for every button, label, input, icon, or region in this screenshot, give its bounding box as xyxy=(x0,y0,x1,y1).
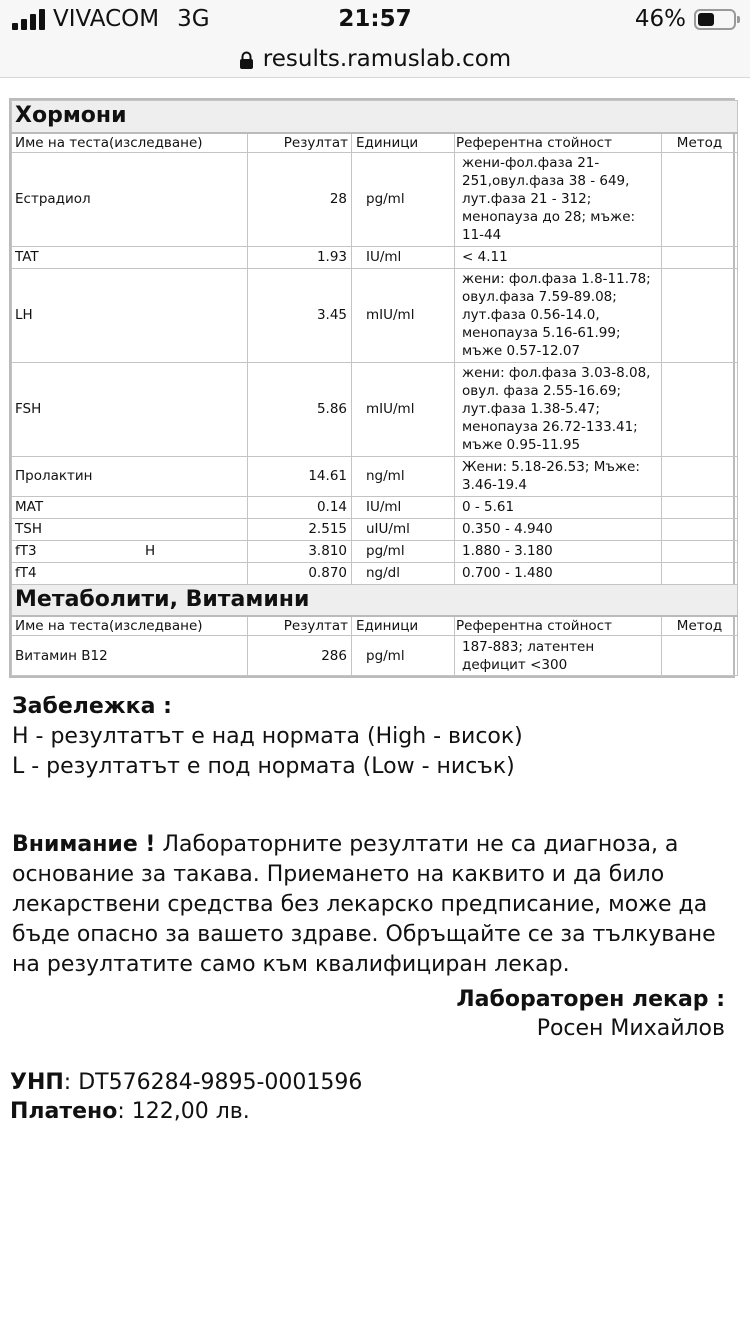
reference-range xyxy=(455,636,662,676)
method xyxy=(662,518,738,540)
method xyxy=(662,562,738,584)
method xyxy=(662,246,738,268)
col-header-name: Име на теста(изследване) xyxy=(12,133,248,153)
warning-body: Лабораторните резултати не са диагноза, а основание за такава. Приемането на каквито и да било лекарствени средства без лекарско предписание, може да бъде опасно за вашето здраве. Обръщайте се за тълкуване на резултатите само към квалифициран лекар. xyxy=(12,832,716,977)
test-name: MAT xyxy=(12,496,248,518)
result-cell xyxy=(248,362,352,456)
result-unit: pg/ml xyxy=(352,636,455,676)
paid-label: Платено xyxy=(10,1099,118,1124)
reference-text: 1.880 - 3.180 xyxy=(462,543,553,559)
reference-range xyxy=(455,496,662,518)
table-row xyxy=(12,268,738,362)
result-cell xyxy=(248,562,352,584)
reference-text: жени: фол.фаза 1.8-11.78; овул.фаза 7.59-89.08; лут.фаза 0.56-14.0, менопауза 5.16-61.99; мъже 0.57-12.07 xyxy=(462,271,651,359)
result-value: 3.45 xyxy=(316,307,347,323)
result-cell xyxy=(248,246,352,268)
reference-text: 0 - 5.61 xyxy=(462,499,515,515)
test-name: fT3 xyxy=(12,540,248,562)
url-bar[interactable] xyxy=(0,40,750,78)
result-value: 28 xyxy=(329,191,347,207)
col-header-result: Резултат xyxy=(248,133,352,153)
reference-text: жени-фол.фаза 21-251,овул.фаза 38 - 649, лут.фаза 21 - 312; менопауза до 28; мъже: 11-44 xyxy=(462,155,636,243)
col-header-reference: Референтна стойност xyxy=(455,133,662,153)
result-value: 1.93 xyxy=(316,249,347,265)
reference-range xyxy=(455,456,662,496)
carrier-name: VIVACOM xyxy=(53,6,160,32)
result-value: 286 xyxy=(321,647,347,664)
table-row xyxy=(12,362,738,456)
result-cell xyxy=(248,518,352,540)
unp-value: : DT576284-9895-0001596 xyxy=(63,1070,363,1095)
url-text[interactable]: results.ramuslab.com xyxy=(262,45,512,72)
status-bar xyxy=(0,0,750,40)
test-name: Естрадиол xyxy=(12,152,248,246)
result-unit: pg/ml xyxy=(352,152,455,246)
doctor-signature xyxy=(456,985,725,1043)
result-cell xyxy=(248,636,352,676)
note-low: L - резултатът е под нормата (Low - нисък) xyxy=(12,754,515,779)
doctor-title: Лабораторен лекар : xyxy=(456,987,725,1012)
test-name: TSH xyxy=(12,518,248,540)
table-row xyxy=(12,518,738,540)
section-header xyxy=(12,101,738,133)
method xyxy=(662,152,738,246)
reference-text: 187-883; латентен дефицит <300 xyxy=(462,638,595,673)
test-name: Пролактин xyxy=(12,456,248,496)
result-cell xyxy=(248,152,352,246)
reference-range xyxy=(455,268,662,362)
reference-text: 0.350 - 4.940 xyxy=(462,521,553,537)
payment-info xyxy=(10,1068,362,1126)
result-unit: ng/ml xyxy=(352,456,455,496)
legend-notes xyxy=(12,692,732,782)
battery-percent: 46% xyxy=(634,6,686,32)
table-row xyxy=(12,496,738,518)
results-report xyxy=(9,98,735,678)
col-header-units: Единици xyxy=(352,616,455,636)
warning-title: Внимание ! xyxy=(12,832,156,857)
col-header-result: Резултат xyxy=(248,616,352,636)
table-row xyxy=(12,152,738,246)
reference-range xyxy=(455,540,662,562)
table-row xyxy=(12,636,738,676)
reference-range xyxy=(455,518,662,540)
result-unit: mIU/ml xyxy=(352,268,455,362)
unp-label: УНП xyxy=(10,1070,64,1095)
section-header xyxy=(12,584,738,616)
result-unit: IU/ml xyxy=(352,496,455,518)
warning-text xyxy=(12,830,732,980)
paid-value: : 122,00 лв. xyxy=(117,1099,250,1124)
result-unit: IU/ml xyxy=(352,246,455,268)
clock: 21:57 xyxy=(338,6,412,32)
section-title: Хормони xyxy=(12,101,738,133)
result-cell xyxy=(248,456,352,496)
network-type: 3G xyxy=(177,6,210,32)
method xyxy=(662,268,738,362)
col-header-method: Метод xyxy=(662,133,738,153)
result-unit: mIU/ml xyxy=(352,362,455,456)
result-unit: pg/ml xyxy=(352,540,455,562)
table-row xyxy=(12,456,738,496)
reference-text: < 4.11 xyxy=(462,249,508,265)
method xyxy=(662,496,738,518)
table-row xyxy=(12,562,738,584)
column-headers xyxy=(12,133,738,153)
reference-text: 0.700 - 1.480 xyxy=(462,565,553,581)
notes-title: Забележка : xyxy=(12,694,172,719)
reference-range xyxy=(455,152,662,246)
reference-range xyxy=(455,562,662,584)
status-right xyxy=(635,6,736,32)
col-header-reference: Референтна стойност xyxy=(455,616,662,636)
reference-text: Жени: 5.18-26.53; Мъже: 3.46-19.4 xyxy=(462,459,640,493)
method xyxy=(662,636,738,676)
result-flag: H xyxy=(145,543,156,559)
col-header-name: Име на теста(изследване) xyxy=(12,616,248,636)
lock-icon xyxy=(239,51,254,69)
result-cell xyxy=(248,268,352,362)
result-value: 3.810 xyxy=(308,543,347,559)
test-name: FSH xyxy=(12,362,248,456)
method xyxy=(662,362,738,456)
result-value: 0.870 xyxy=(308,565,347,581)
doctor-name: Росен Михайлов xyxy=(536,1016,725,1041)
result-unit: ng/dl xyxy=(352,562,455,584)
test-name: Витамин B12 xyxy=(12,636,248,676)
method xyxy=(662,456,738,496)
battery-icon xyxy=(694,9,736,30)
result-value: 2.515 xyxy=(308,521,347,537)
reference-text: жени: фол.фаза 3.03-8.08, овул. фаза 2.55-16.69; лут.фаза 1.38-5.47; менопауза 26.72-133.41; мъже 0.95-11.95 xyxy=(462,365,651,453)
reference-range xyxy=(455,246,662,268)
result-value: 5.86 xyxy=(316,401,347,417)
col-header-units: Единици xyxy=(352,133,455,153)
test-name: fT4 xyxy=(12,562,248,584)
result-unit: uIU/ml xyxy=(352,518,455,540)
method xyxy=(662,540,738,562)
table-row xyxy=(12,540,738,562)
table-row xyxy=(12,246,738,268)
note-high: H - резултатът е над нормата (High - висок) xyxy=(12,724,523,749)
column-headers xyxy=(12,616,738,636)
test-name: TAT xyxy=(12,246,248,268)
col-header-method: Метод xyxy=(662,616,738,636)
result-cell xyxy=(145,540,352,562)
reference-range xyxy=(455,362,662,456)
results-table xyxy=(11,100,738,676)
result-value: 0.14 xyxy=(316,499,347,515)
section-title: Метаболити, Витамини xyxy=(12,584,738,616)
test-name: LH xyxy=(12,268,248,362)
result-cell xyxy=(248,496,352,518)
result-value: 14.61 xyxy=(308,468,347,484)
